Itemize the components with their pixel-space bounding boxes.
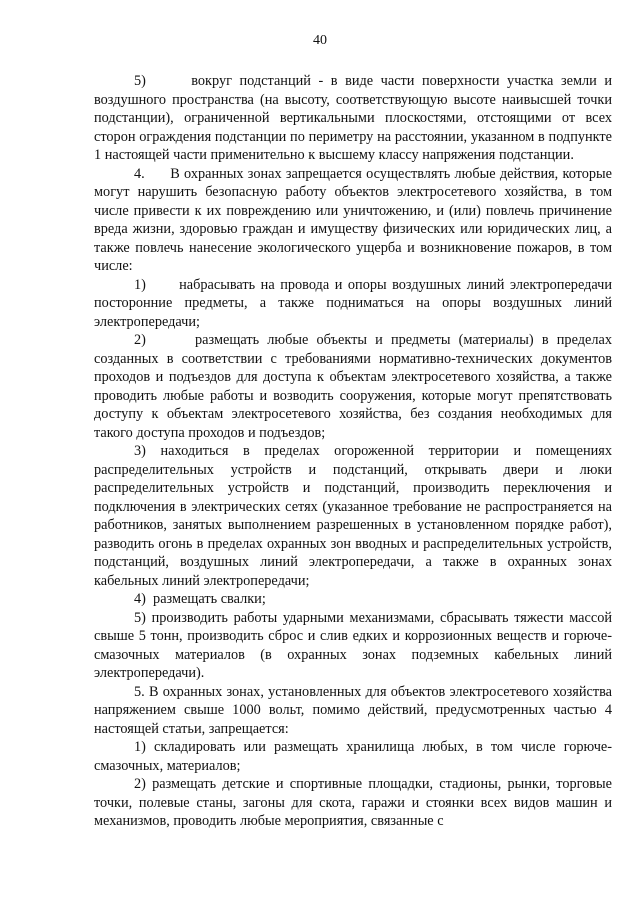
paragraph: 3) находиться в пределах огороженной территории и помещениях распределительных устройств и подстанций, открывать двери и люки распределительных устройств и подстанций, производить переключения и подключения в электрических сетях (указанное требование не распространяется на работников, занятых выполнением разрешенных в установленном порядке работ), разводить огонь в пределах охранных зон вводных и распределительных устройств, подстанций, воздушных линий электропередачи, а также в охранных зонах кабельных линий электропередачи; <box>94 443 612 589</box>
paragraph: 2) размещать детские и спортивные площадки, стадионы, рынки, торговые точки, полевые станы, загоны для скота, гаражи и стоянки всех видов машин и механизмов, проводить любые мероприятия, связанные с <box>94 776 612 829</box>
paragraph: 5) производить работы ударными механизмами, сбрасывать тяжести массой свыше 5 тонн, производить сброс и слив едких и коррозионных веществ и горюче-смазочных материалов (в охранных зонах подземных кабельных линий электропередачи). <box>94 609 612 681</box>
paragraph: 2) размещать любые объекты и предметы (материалы) в пределах созданных в соответствии с требованиями нормативно-технических документов проходов и подъездов для доступа к объектам электросетевого хозяйства, а также проводить любые работы и возводить сооружения, которые могут препятствовать доступу к объектам электросетевого хозяйства, без создания необходимых для такого доступа проходов и подъездов; <box>94 332 612 441</box>
paragraph: 1) складировать или размещать хранилища любых, в том числе горюче-смазочных, материалов; <box>94 739 612 774</box>
paragraph: 1) набрасывать на провода и опоры воздушных линий электропередачи посторонние предметы, а также подниматься на опоры воздушных линий электропередачи; <box>94 276 612 330</box>
paragraph: 5) вокруг подстанций - в виде части поверхности участка земли и воздушного пространства (на высоту, соответствующую высоте наивысшей точки подстанции), ограниченной вертикальными плоскостями, отстоящими от всех сторон ограждения подстанции по периметру на расстоянии, указанном в подпункте 1 настоящей части применительно к высшему классу напряжения подстанции. <box>94 73 612 163</box>
paragraph: 4) размещать свалки; <box>134 591 266 607</box>
body-text <box>94 72 612 831</box>
paragraph: 5. В охранных зонах, установленных для объектов электросетевого хозяйства напряжением свыше 1000 вольт, помимо действий, предусмотренных частью 4 настоящей статьи, запрещается: <box>94 683 612 737</box>
page-number: 40 <box>313 33 327 48</box>
paragraph: 4. В охранных зонах запрещается осуществлять любые действия, которые могут нарушить безопасную работу объектов электросетевого хозяйства, в том числе привести к их повреждению или уничтожению, и (или) повлечь причинение вреда жизни, здоровью граждан и имуществу физических или юридических лиц, а также повлечь нанесение экологического ущерба и возникновение пожаров, в том числе: <box>94 165 612 274</box>
